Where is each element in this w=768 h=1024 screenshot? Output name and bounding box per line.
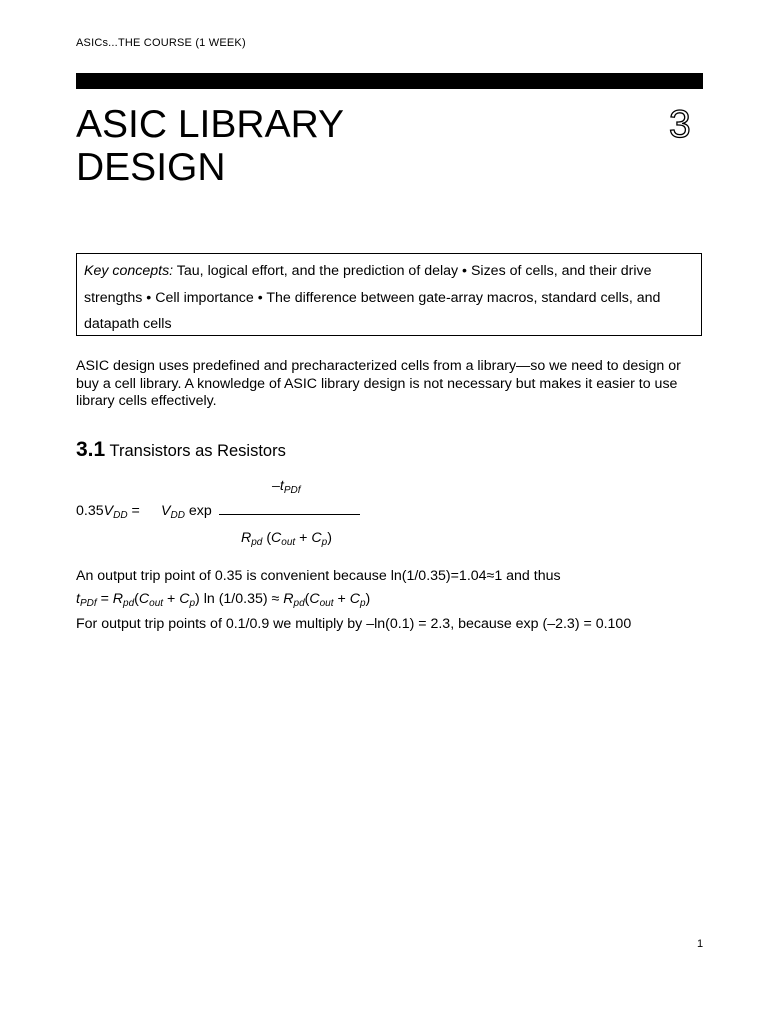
equation-lhs	[76, 503, 140, 519]
tpdf-r2-sub: pd	[293, 598, 305, 609]
tpdf-c2: C	[179, 591, 190, 607]
trip-point-line: An output trip point of 0.35 is convenient because ln(1/0.35)=1.04≈1 and thus	[76, 568, 561, 584]
tpdf-close: )	[365, 591, 371, 607]
equation-numerator	[272, 478, 301, 494]
eq-rhs-v: V	[161, 503, 171, 519]
tpdf-t: t	[76, 591, 80, 607]
eq-den-r: R	[241, 530, 252, 546]
eq-den-r-sub: pd	[251, 537, 263, 548]
key-concepts-box	[76, 253, 702, 336]
tpdf-plus1: +	[163, 591, 180, 607]
tpdf-plus2: +	[333, 591, 350, 607]
chapter-title-line-1: ASIC LIBRARY	[76, 103, 345, 146]
eq-den-c2-sub: p	[321, 537, 328, 548]
tpdf-c4-sub: p	[359, 598, 366, 609]
eq-den-c2: C	[311, 530, 322, 546]
tpdf-r1-sub: pd	[123, 598, 135, 609]
tpdf-c2-sub: p	[189, 598, 196, 609]
tpdf-c1-sub: out	[149, 598, 164, 609]
tpdf-mid: ) ln (1/0.35) ≈	[195, 591, 284, 607]
chapter-title	[76, 103, 344, 189]
fraction-line	[219, 514, 360, 515]
eq-rhs-exp: exp	[184, 503, 212, 519]
key-concepts-text: Tau, logical effort, and the prediction of delay • Sizes of cells, and their drive strengths • Cell importance • The difference between gate-array macros, standard cells, and datapath cells	[84, 263, 661, 332]
section-number: 3.1	[76, 438, 106, 461]
eq-lhs-coef: 0.35	[76, 503, 104, 519]
eq-lhs-equals: =	[127, 503, 140, 519]
key-concepts-label: Key concepts:	[84, 263, 174, 279]
intro-paragraph: ASIC design uses predefined and precharacterized cells from a library—so we need to design or buy a cell library. A knowledge of ASIC library design is not necessary but makes it easier to use library cells effectively.	[76, 358, 681, 409]
eq-den-c1-sub: out	[281, 537, 296, 548]
equation-rhs	[161, 503, 212, 519]
tpdf-open1: (	[134, 591, 139, 607]
section-title: Transistors as Resistors	[109, 442, 286, 460]
eq-rhs-sub: DD	[170, 510, 185, 521]
eq-den-c1: C	[271, 530, 282, 546]
equation-denominator	[241, 530, 332, 546]
section-heading	[76, 438, 286, 462]
eq-den-open: (	[262, 530, 272, 546]
eq-lhs-v: V	[103, 503, 114, 519]
tpdf-t-sub: PDf	[79, 598, 97, 609]
tpdf-c1: C	[138, 591, 150, 607]
eq-lhs-sub: DD	[113, 510, 128, 521]
tpdf-equation-line	[76, 591, 370, 607]
eq-num-t: –t	[272, 478, 284, 494]
eq-den-plus: +	[295, 530, 312, 546]
eq-den-close: )	[327, 530, 332, 546]
tpdf-r2: R	[283, 591, 294, 607]
tpdf-c3-sub: out	[319, 598, 334, 609]
chapter-title-line-2: DESIGN	[76, 146, 226, 189]
page-number: 1	[697, 938, 704, 950]
trip-point-0.1-line: For output trip points of 0.1/0.9 we multiply by –ln(0.1) = 2.3, because exp (–2.3) = 0.100	[76, 616, 632, 632]
tpdf-open2: (	[304, 591, 310, 607]
tpdf-eq: =	[96, 591, 113, 607]
tpdf-c3: C	[309, 591, 320, 607]
eq-num-sub: PDf	[283, 485, 301, 496]
chapter-rule-bar	[76, 73, 703, 89]
running-head: ASICs...THE COURSE (1 WEEK)	[76, 37, 246, 49]
tpdf-c4: C	[349, 591, 360, 607]
tpdf-r1: R	[112, 591, 124, 607]
chapter-number: 3	[669, 103, 691, 146]
